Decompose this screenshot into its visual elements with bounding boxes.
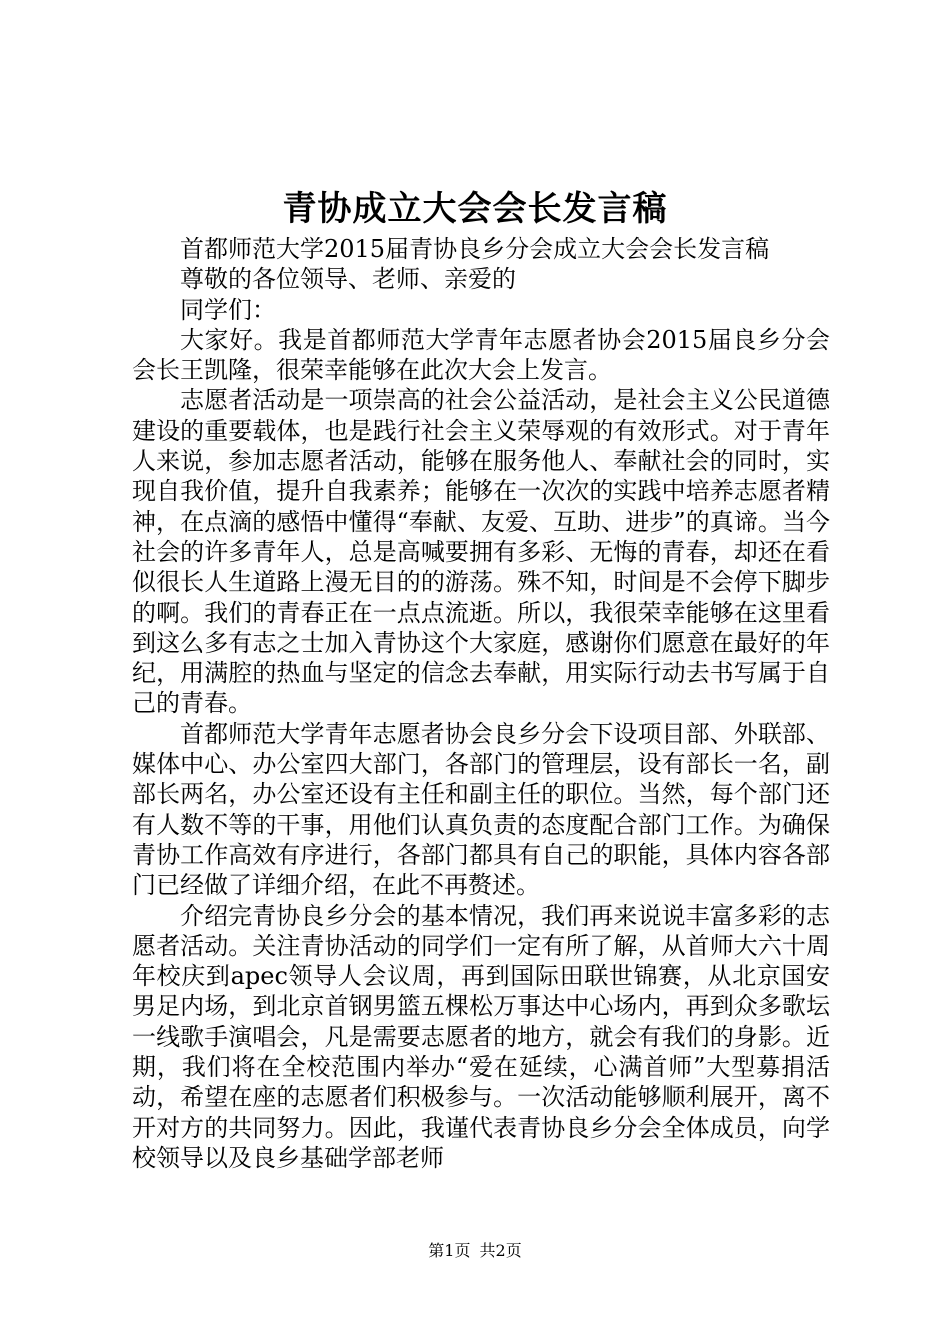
document-title: 青协成立大会会长发言稿 [282,189,668,229]
paragraph-activities: 介绍完青协良乡分会的基本情况，我们再来说说丰富多彩的志愿者活动。关注青协活动的同学们一定有所了解，从首师大六十周年校庆到apec领导人会议周，再到国际田联世锦赛，从北京国安男足内场，到北京首钢男篮五棵松万事达中心场内，再到众多歌坛一线歌手演唱会，凡是需要志愿者的地方，就会有我们的身影。近期，我们将在全校范围内举办“爱在延续，心满首师”大型募捐活动，希望在座的志愿者们积极参与。一次活动能够顺利展开，离不开对方的共同努力。因此，我谨代表青协良乡分会全体成员，向学校领导以及良乡基础学部老师 [132,901,830,1172]
paragraph-salutation: 尊敬的各位领导、老师、亲爱的 [180,265,516,294]
paragraph-volunteer-meaning: 志愿者活动是一项崇高的社会公益活动，是社会主义公民道德建设的重要载体，也是践行社会主义荣辱观的有效形式。对于青年人来说，参加志愿者活动，能够在服务他人、奉献社会的同时，实现自我价值，提升自我素养；能够在一次次的实践中培养志愿者精神，在点滴的感悟中懂得“奉献、友爱、互助、进步”的真谛。当今社会的许多青年人，总是高喊要拥有多彩、无悔的青春，却还在看似很长人生道路上漫无目的的游荡。殊不知，时间是不会停下脚步的啊。我们的青春正在一点点流逝。所以，我很荣幸能够在这里看到这么多有志之士加入青协这个大家庭，感谢你们愿意在最好的年纪，用满腔的热血与坚定的信念去奉献，用实际行动去书写属于自己的青春。 [132,386,830,718]
paragraph-greeting: 大家好。我是首都师范大学青年志愿者协会2015届良乡分会会长王凯隆，很荣幸能够在此次大会上发言。 [132,325,830,385]
paragraph-subtitle: 首都师范大学2015届青协良乡分会成立大会会长发言稿 [180,235,770,263]
paragraph-salutation-cont: 同学们： [180,295,276,324]
page-footer [0,1240,950,1262]
document-body [132,234,830,1173]
page-number: 第1页 [428,1241,471,1260]
page-total: 共2页 [479,1241,522,1260]
paragraph-departments: 首都师范大学青年志愿者协会良乡分会下设项目部、外联部、媒体中心、办公室四大部门，各部门的管理层，设有部长一名，副部长两名，办公室还设有主任和副主任的职位。当然，每个部门还有人数不等的干事，用他们认真负责的态度配合部门工作。为确保青协工作高效有序进行，各部门都具有自己的职能，具体内容各部门已经做了详细介绍，在此不再赘述。 [132,719,830,900]
